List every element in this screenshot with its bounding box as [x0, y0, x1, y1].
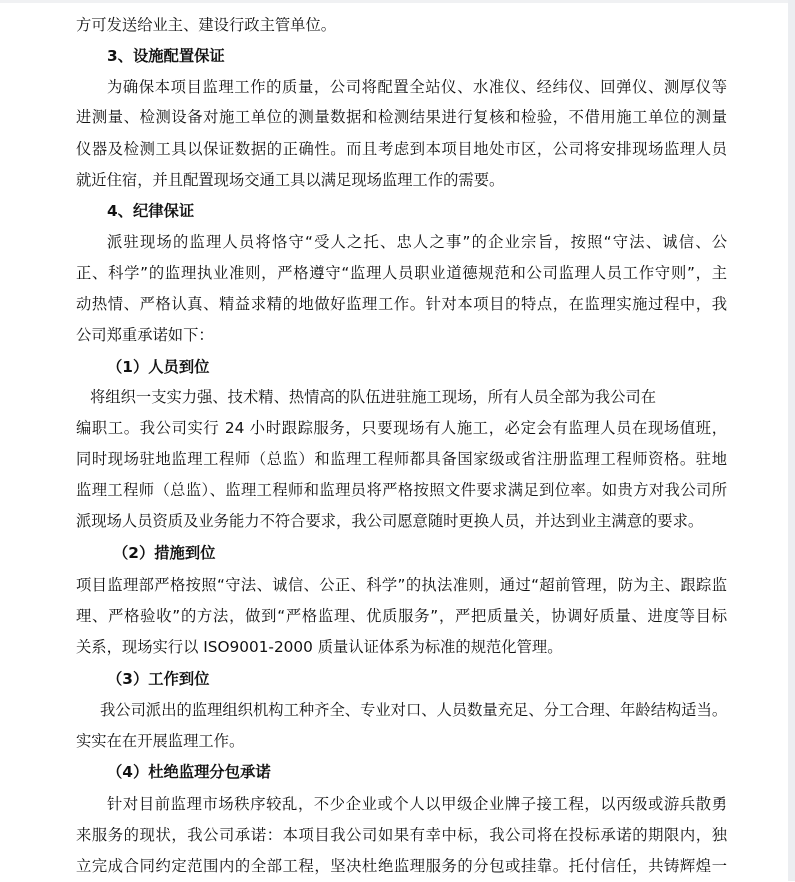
- page-edge-gutter: [788, 0, 795, 881]
- paragraph-line: 派驻现场的监理人员将恪守“受人之托、忠人之事”的企业宗旨，按照“守法、诚信、公: [107, 233, 727, 251]
- paragraph-line: 正、科学”的监理执业准则，严格遵守“监理人员职业道德规范和公司监理人员工作守则”，主: [76, 264, 727, 282]
- paragraph-line: 仪器及检测工具以保证数据的正确性。而且考虑到本项目地处市区，公司将安排现场监理人员: [76, 140, 727, 158]
- paragraph-line: 动热情、严格认真、精益求精的地做好监理工作。针对本项目的特点，在监理实施过程中，我: [76, 295, 727, 313]
- paragraph-line: 来服务的现状，我公司承诺：本项目我公司如果有幸中标，我公司将在投标承诺的期限内，独: [76, 826, 727, 844]
- paragraph-line: 将组织一支实力强、技术精、热情高的队伍进驻施工现场，所有人员全部为我公司在: [90, 388, 656, 406]
- paragraph-line: 关系，现场实行以 ISO9001-2000 质量认证体系为标准的规范化管理。: [76, 638, 563, 656]
- page-top-border: [0, 0, 795, 3]
- paragraph-line: 针对目前监理市场秩序较乱，不少企业或个人以甲级企业牌子接工程，以丙级或游兵散勇: [107, 795, 727, 813]
- paragraph-line: 派现场人员资质及业务能力不符合要求，我公司愿意随时更换人员，并达到业主满意的要求。: [76, 512, 704, 530]
- paragraph-line: 监理工程师（总监）、监理工程师和监理员将严格按照文件要求满足到位率。如贵方对我公司所: [76, 481, 727, 499]
- paragraph-line: 同时现场驻地监理工程师（总监）和监理工程师都具备国家级或省注册监理工程师资格。驻地: [76, 450, 727, 468]
- subheading-work: （3）工作到位: [107, 670, 210, 688]
- paragraph-line: 公司郑重承诺如下：: [76, 326, 214, 344]
- paragraph-line: 实实在在开展监理工作。: [76, 732, 245, 750]
- paragraph-line: 项目监理部严格按照“守法、诚信、公正、科学”的执法准则，通过“超前管理，防为主、跟踪监: [76, 576, 727, 594]
- paragraph-line: 编职工。我公司实行 24 小时跟踪服务，只要现场有人施工，必定会有监理人员在现场值班，: [76, 419, 727, 437]
- section-heading-discipline: 4、纪律保证: [107, 202, 195, 220]
- subheading-no-subcontract: （4）杜绝监理分包承诺: [107, 763, 271, 781]
- paragraph-line: 就近住宿，并且配置现场交通工具以满足现场监理工作的需要。: [76, 171, 505, 189]
- section-heading-facilities: 3、设施配置保证: [107, 47, 225, 65]
- paragraph-line: 理、严格验收”的方法，做到“严格监理、优质服务”，严把质量关，协调好质量、进度等目标: [76, 607, 727, 625]
- paragraph-line: 立完成合同约定范围内的全部工程，坚决杜绝监理服务的分包或挂靠。托付信任，共铸辉煌一: [76, 857, 727, 875]
- paragraph-line: 进测量、检测设备对施工单位的测量数据和检测结果进行复核和检验，不借用施工单位的测量: [76, 108, 727, 126]
- paragraph-line: 我公司派出的监理组织机构工种齐全、专业对口、人员数量充足、分工合理、年龄结构适当。: [100, 701, 728, 719]
- paragraph-line: 为确保本项目监理工作的质量，公司将配置全站仪、水准仪、经纬仪、回弹仪、测厚仪等: [107, 78, 727, 96]
- subheading-measures: （2）措施到位: [113, 544, 216, 562]
- paragraph-line: 方可发送给业主、建设行政主管单位。: [76, 16, 337, 34]
- subheading-personnel: （1）人员到位: [107, 358, 210, 376]
